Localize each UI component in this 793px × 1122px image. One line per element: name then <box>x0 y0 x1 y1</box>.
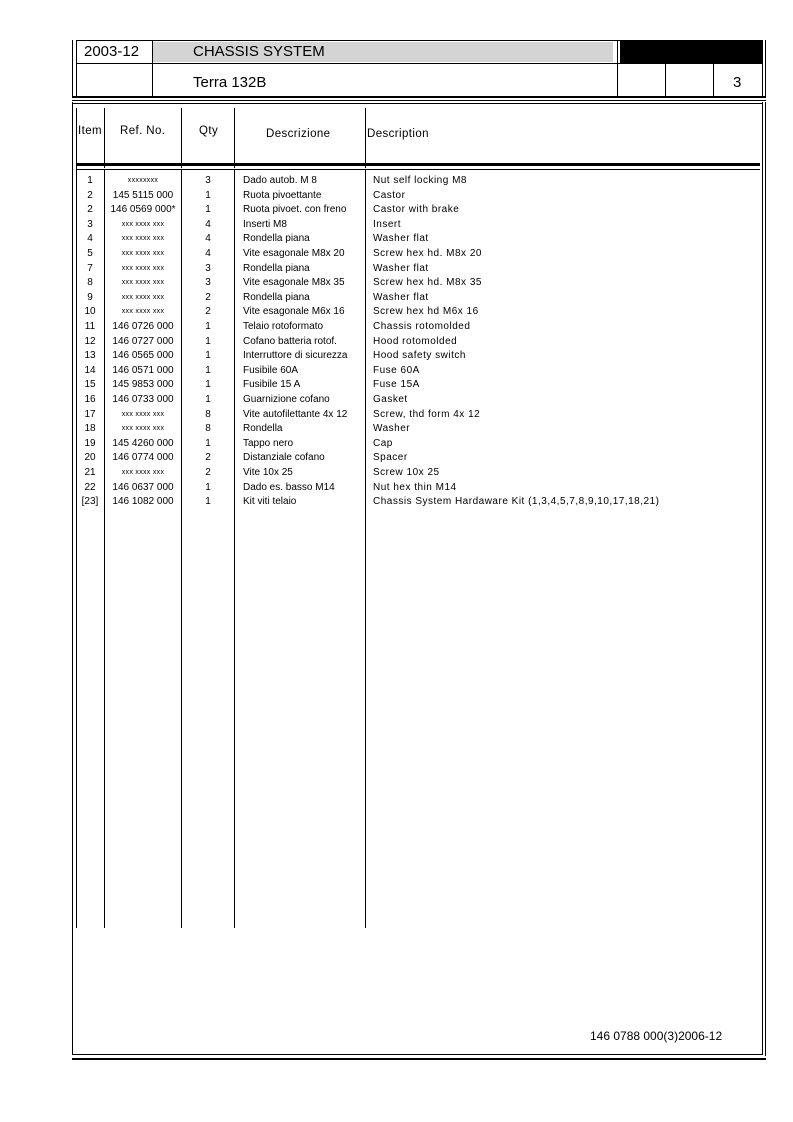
description-cell: Hood safety switch <box>373 350 466 362</box>
frame-top-outer <box>72 100 766 101</box>
qty-cell: 4 <box>205 233 211 245</box>
description-cell: Washer flat <box>373 291 429 303</box>
model-name: Terra 132B <box>193 74 267 91</box>
item-cell: 9 <box>87 291 93 303</box>
qty-cell: 2 <box>205 291 211 303</box>
description-cell: Cap <box>373 437 393 449</box>
body-sep-qty <box>234 170 235 928</box>
ref-cell: 146 0637 000 <box>112 481 174 493</box>
ref-cell: 146 0727 000 <box>112 335 174 347</box>
descrizione-cell: Ruota pivoettante <box>243 189 322 201</box>
descrizione-cell: Rondella <box>243 423 283 435</box>
frame-left <box>72 102 73 1054</box>
item-cell: 12 <box>84 335 96 347</box>
ref-cell: 145 4260 000 <box>112 437 174 449</box>
qty-cell: 1 <box>205 437 211 449</box>
qty-cell: 1 <box>205 481 211 493</box>
description-cell: Screw 10x 25 <box>373 467 440 478</box>
header-right-outer <box>765 40 766 98</box>
qty-cell: 1 <box>205 496 211 508</box>
black-box <box>620 41 762 63</box>
col-sep-desc <box>365 108 366 168</box>
description-cell: Washer flat <box>373 233 429 245</box>
item-cell: 11 <box>84 321 96 332</box>
qty-cell: 4 <box>205 218 211 230</box>
descrizione-cell: Rondella piana <box>243 262 310 274</box>
qty-cell: 3 <box>205 175 211 186</box>
header-left-inner <box>76 40 77 96</box>
item-cell: 17 <box>84 408 96 420</box>
col-qty: Qty <box>199 125 219 137</box>
body-sep-desc <box>365 170 366 928</box>
description-cell: Spacer <box>373 452 408 464</box>
qty-cell: 2 <box>205 452 211 464</box>
qty-cell: 1 <box>205 379 211 391</box>
qty-cell: 4 <box>205 248 211 259</box>
header-sep-4 <box>713 63 714 96</box>
description-cell: Washer <box>373 423 411 435</box>
item-cell: 8 <box>87 277 93 289</box>
item-cell: 7 <box>87 262 93 274</box>
description-cell: Nut self locking M8 <box>373 175 467 186</box>
ref-cell: xxx xxxx xxx <box>121 469 165 476</box>
description-cell: Chassis rotomolded <box>373 321 471 332</box>
col-sep-ref <box>181 108 182 168</box>
description-cell: Nut hex thin M14 <box>373 481 457 493</box>
col-descrizione: Descrizione <box>266 128 331 140</box>
qty-cell: 3 <box>205 277 211 289</box>
description-cell: Fuse 15A <box>373 379 420 391</box>
item-cell: 21 <box>84 467 96 478</box>
frame-right-outer <box>765 102 766 1056</box>
ref-cell: xxx xxxx xxx <box>121 264 165 272</box>
qty-cell: 3 <box>205 262 211 274</box>
header-right-inner <box>762 40 763 96</box>
descrizione-cell: Interruttore di sicurezza <box>243 350 348 362</box>
descrizione-cell: Dado autob. M 8 <box>243 175 317 186</box>
ref-cell: 146 0774 000 <box>112 452 174 464</box>
descrizione-cell: Vite autofilettante 4x 12 <box>243 408 348 420</box>
frame-right-inner <box>762 102 763 1054</box>
header-mid-rule <box>76 63 763 64</box>
qty-cell: 2 <box>205 467 211 478</box>
descrizione-cell: Dado es. basso M14 <box>243 481 335 493</box>
col-item: Item <box>78 125 102 137</box>
ref-cell: 145 5115 000 <box>112 189 174 201</box>
descrizione-cell: Ruota pivoet. con freno <box>243 204 347 216</box>
ref-cell: 146 0726 000 <box>112 321 174 332</box>
description-cell: Screw hex hd. M8x 20 <box>373 248 482 259</box>
header-left-outer <box>72 40 73 98</box>
item-cell: 2 <box>87 189 93 201</box>
ref-cell: xxx xxxx xxx <box>121 425 165 433</box>
ref-cell: xxx xxxx xxx <box>121 250 165 257</box>
item-cell: 1 <box>87 175 93 186</box>
descrizione-cell: Vite 10x 25 <box>243 467 293 478</box>
descrizione-cell: Vite esagonale M8x 20 <box>243 248 345 259</box>
section-title: CHASSIS SYSTEM <box>193 43 325 60</box>
ref-cell: xxx xxxx xxx <box>121 410 165 418</box>
description-cell: Screw hex hd. M8x 35 <box>373 277 482 289</box>
ref-cell: 146 0569 000* <box>110 204 176 216</box>
qty-cell: 1 <box>205 189 211 201</box>
header-thick-rule <box>76 163 760 166</box>
qty-cell: 1 <box>205 204 211 216</box>
descrizione-cell: Guarnizione cofano <box>243 394 330 405</box>
item-cell: 19 <box>84 437 96 449</box>
frame-bottom-inner <box>72 1054 763 1055</box>
qty-cell: 1 <box>205 321 211 332</box>
item-cell: 2 <box>87 204 93 216</box>
ref-cell: xxx xxxx xxx <box>121 235 165 243</box>
item-cell: 22 <box>84 481 96 493</box>
qty-cell: 8 <box>205 408 211 420</box>
ref-cell: 145 9853 000 <box>112 379 174 391</box>
description-cell: Screw, thd form 4x 12 <box>373 408 481 420</box>
qty-cell: 1 <box>205 335 211 347</box>
descrizione-cell: Vite esagonale M6x 16 <box>243 306 345 318</box>
col-sep-qty <box>234 108 235 168</box>
item-cell: 3 <box>87 218 93 230</box>
header-bottom-rule <box>72 96 766 98</box>
ref-cell: xxx xxxx xxx <box>121 279 165 287</box>
ref-cell: 146 0733 000 <box>112 394 174 405</box>
description-cell: Gasket <box>373 394 408 405</box>
descrizione-cell: Fusibile 60A <box>243 364 299 376</box>
ref-cell: xxxxxxxx <box>127 177 159 184</box>
item-cell: 16 <box>84 394 96 405</box>
ref-cell: xxx xxxx xxx <box>121 293 165 301</box>
qty-cell: 1 <box>205 350 211 362</box>
header-sep-3 <box>665 63 666 96</box>
description-cell: Castor with brake <box>373 204 460 216</box>
item-cell: 14 <box>84 364 96 376</box>
descrizione-cell: Inserti M8 <box>243 218 287 230</box>
description-cell: Chassis System Hardaware Kit (1,3,4,5,7,8,9,10,17,18,21) <box>373 496 660 508</box>
descrizione-cell: Vite esagonale M8x 35 <box>243 277 345 289</box>
item-cell: 10 <box>84 306 96 318</box>
col-description: Description <box>367 128 429 140</box>
page-number: 3 <box>733 74 742 91</box>
description-cell: Fuse 60A <box>373 364 420 376</box>
qty-cell: 1 <box>205 364 211 376</box>
descrizione-cell: Distanziale cofano <box>243 452 325 464</box>
qty-cell: 1 <box>205 394 211 405</box>
descrizione-cell: Fusibile 15 A <box>243 379 301 391</box>
table-left-rule <box>76 108 77 169</box>
descrizione-cell: Kit viti telaio <box>243 496 297 508</box>
item-cell: [23] <box>81 496 99 508</box>
item-cell: 5 <box>87 248 93 259</box>
col-sep-item <box>104 108 105 168</box>
item-cell: 4 <box>87 233 93 245</box>
item-cell: 18 <box>84 423 96 435</box>
item-cell: 13 <box>84 350 96 362</box>
header-date: 2003-12 <box>84 43 140 60</box>
descrizione-cell: Tappo nero <box>243 437 294 449</box>
header-sep-2 <box>617 40 618 96</box>
header-thin-rule <box>76 169 760 170</box>
descrizione-cell: Rondella piana <box>243 291 310 303</box>
description-cell: Washer flat <box>373 262 429 274</box>
item-cell: 20 <box>84 452 96 464</box>
item-cell: 15 <box>84 379 96 391</box>
ref-cell: xxx xxxx xxx <box>121 220 165 228</box>
frame-top-inner <box>72 103 763 104</box>
col-ref: Ref. No. <box>120 125 166 137</box>
description-cell: Castor <box>373 189 406 201</box>
qty-cell: 8 <box>205 423 211 435</box>
ref-cell: xxx xxxx xxx <box>121 308 165 316</box>
description-cell: Screw hex hd M6x 16 <box>373 306 479 318</box>
document-reference: 146 0788 000(3)2006-12 <box>590 1029 723 1043</box>
qty-cell: 2 <box>205 306 211 318</box>
description-cell: Insert <box>373 218 402 230</box>
descrizione-cell: Cofano batteria rotof. <box>243 335 337 347</box>
ref-cell: 146 1082 000 <box>112 496 174 508</box>
frame-bottom-outer <box>72 1058 766 1060</box>
description-cell: Hood rotomolded <box>373 335 458 347</box>
ref-cell: 146 0565 000 <box>112 350 174 362</box>
descrizione-cell: Rondella piana <box>243 233 310 245</box>
descrizione-cell: Telaio rotoformato <box>243 321 324 332</box>
ref-cell: 146 0571 000 <box>112 364 174 376</box>
